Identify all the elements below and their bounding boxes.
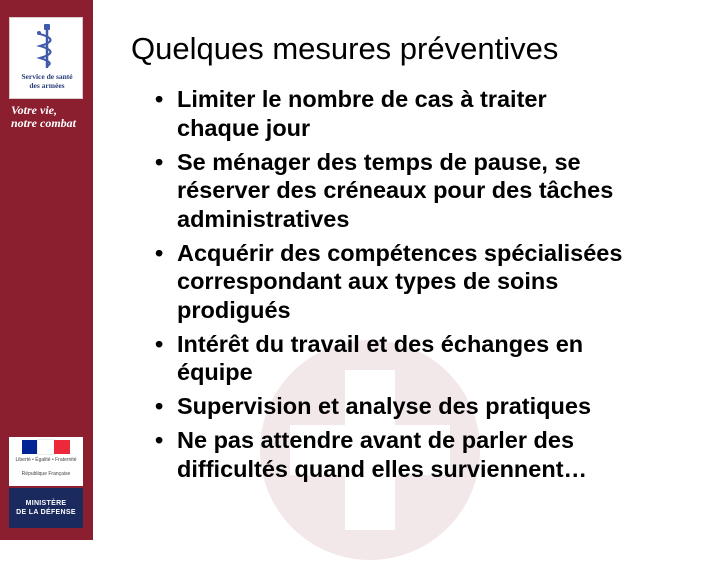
bullet-item — [150, 148, 710, 234]
motto-line: Votre vie, — [11, 103, 57, 117]
bullet-line: réserver des créneaux pour des tâches — [177, 177, 614, 203]
ministry-line: DE LA DÉFENSE — [16, 509, 76, 516]
bullet-item — [150, 239, 710, 325]
bullet-line: • Limiter le nombre de cas à traiter — [177, 86, 547, 112]
bullet-line: • Acquérir des compétences spécialisées — [177, 239, 623, 266]
marianne-logo — [9, 437, 83, 486]
bullet-line: difficultés quand elles surviennent… — [177, 455, 588, 482]
logo-text — [10, 72, 84, 90]
logo-line: Service de santé — [21, 72, 73, 81]
bullet-line: équipe — [177, 359, 253, 385]
bullet-line: administratives — [177, 205, 350, 232]
sidebar — [0, 0, 93, 540]
bullet-line: chaque jour — [177, 114, 311, 141]
bullet-line: prodigués — [177, 296, 291, 323]
motto-line: notre combat — [11, 116, 76, 130]
slide-title: Quelques mesures préventives — [131, 31, 559, 66]
bullet-line: • Ne pas attendre avant de parler des — [177, 427, 575, 453]
logo-line: des armées — [29, 81, 65, 90]
french-flag-icon — [22, 440, 70, 454]
caduceus-icon — [10, 18, 84, 72]
devise-text: Liberté • Égalité • Fraternité — [15, 457, 77, 463]
bullet-item — [150, 85, 710, 142]
bullet-line: • Supervision et analyse des pratiques — [177, 393, 592, 419]
ministry-label — [9, 488, 83, 528]
bullet-item — [150, 330, 710, 387]
motto — [11, 104, 91, 130]
republic-text: République Française — [21, 471, 71, 477]
service-de-sante-logo — [9, 17, 83, 99]
bullet-list — [150, 85, 710, 489]
ministry-line: MINISTÈRE — [25, 500, 67, 507]
bullet-line: • Intérêt du travail et des échanges en — [177, 330, 584, 357]
bullet-line: correspondant aux types de soins — [177, 268, 559, 294]
bullet-item — [150, 392, 710, 421]
bullet-line: • Se ménager des temps de pause, se — [177, 148, 581, 175]
bullet-item — [150, 426, 710, 483]
